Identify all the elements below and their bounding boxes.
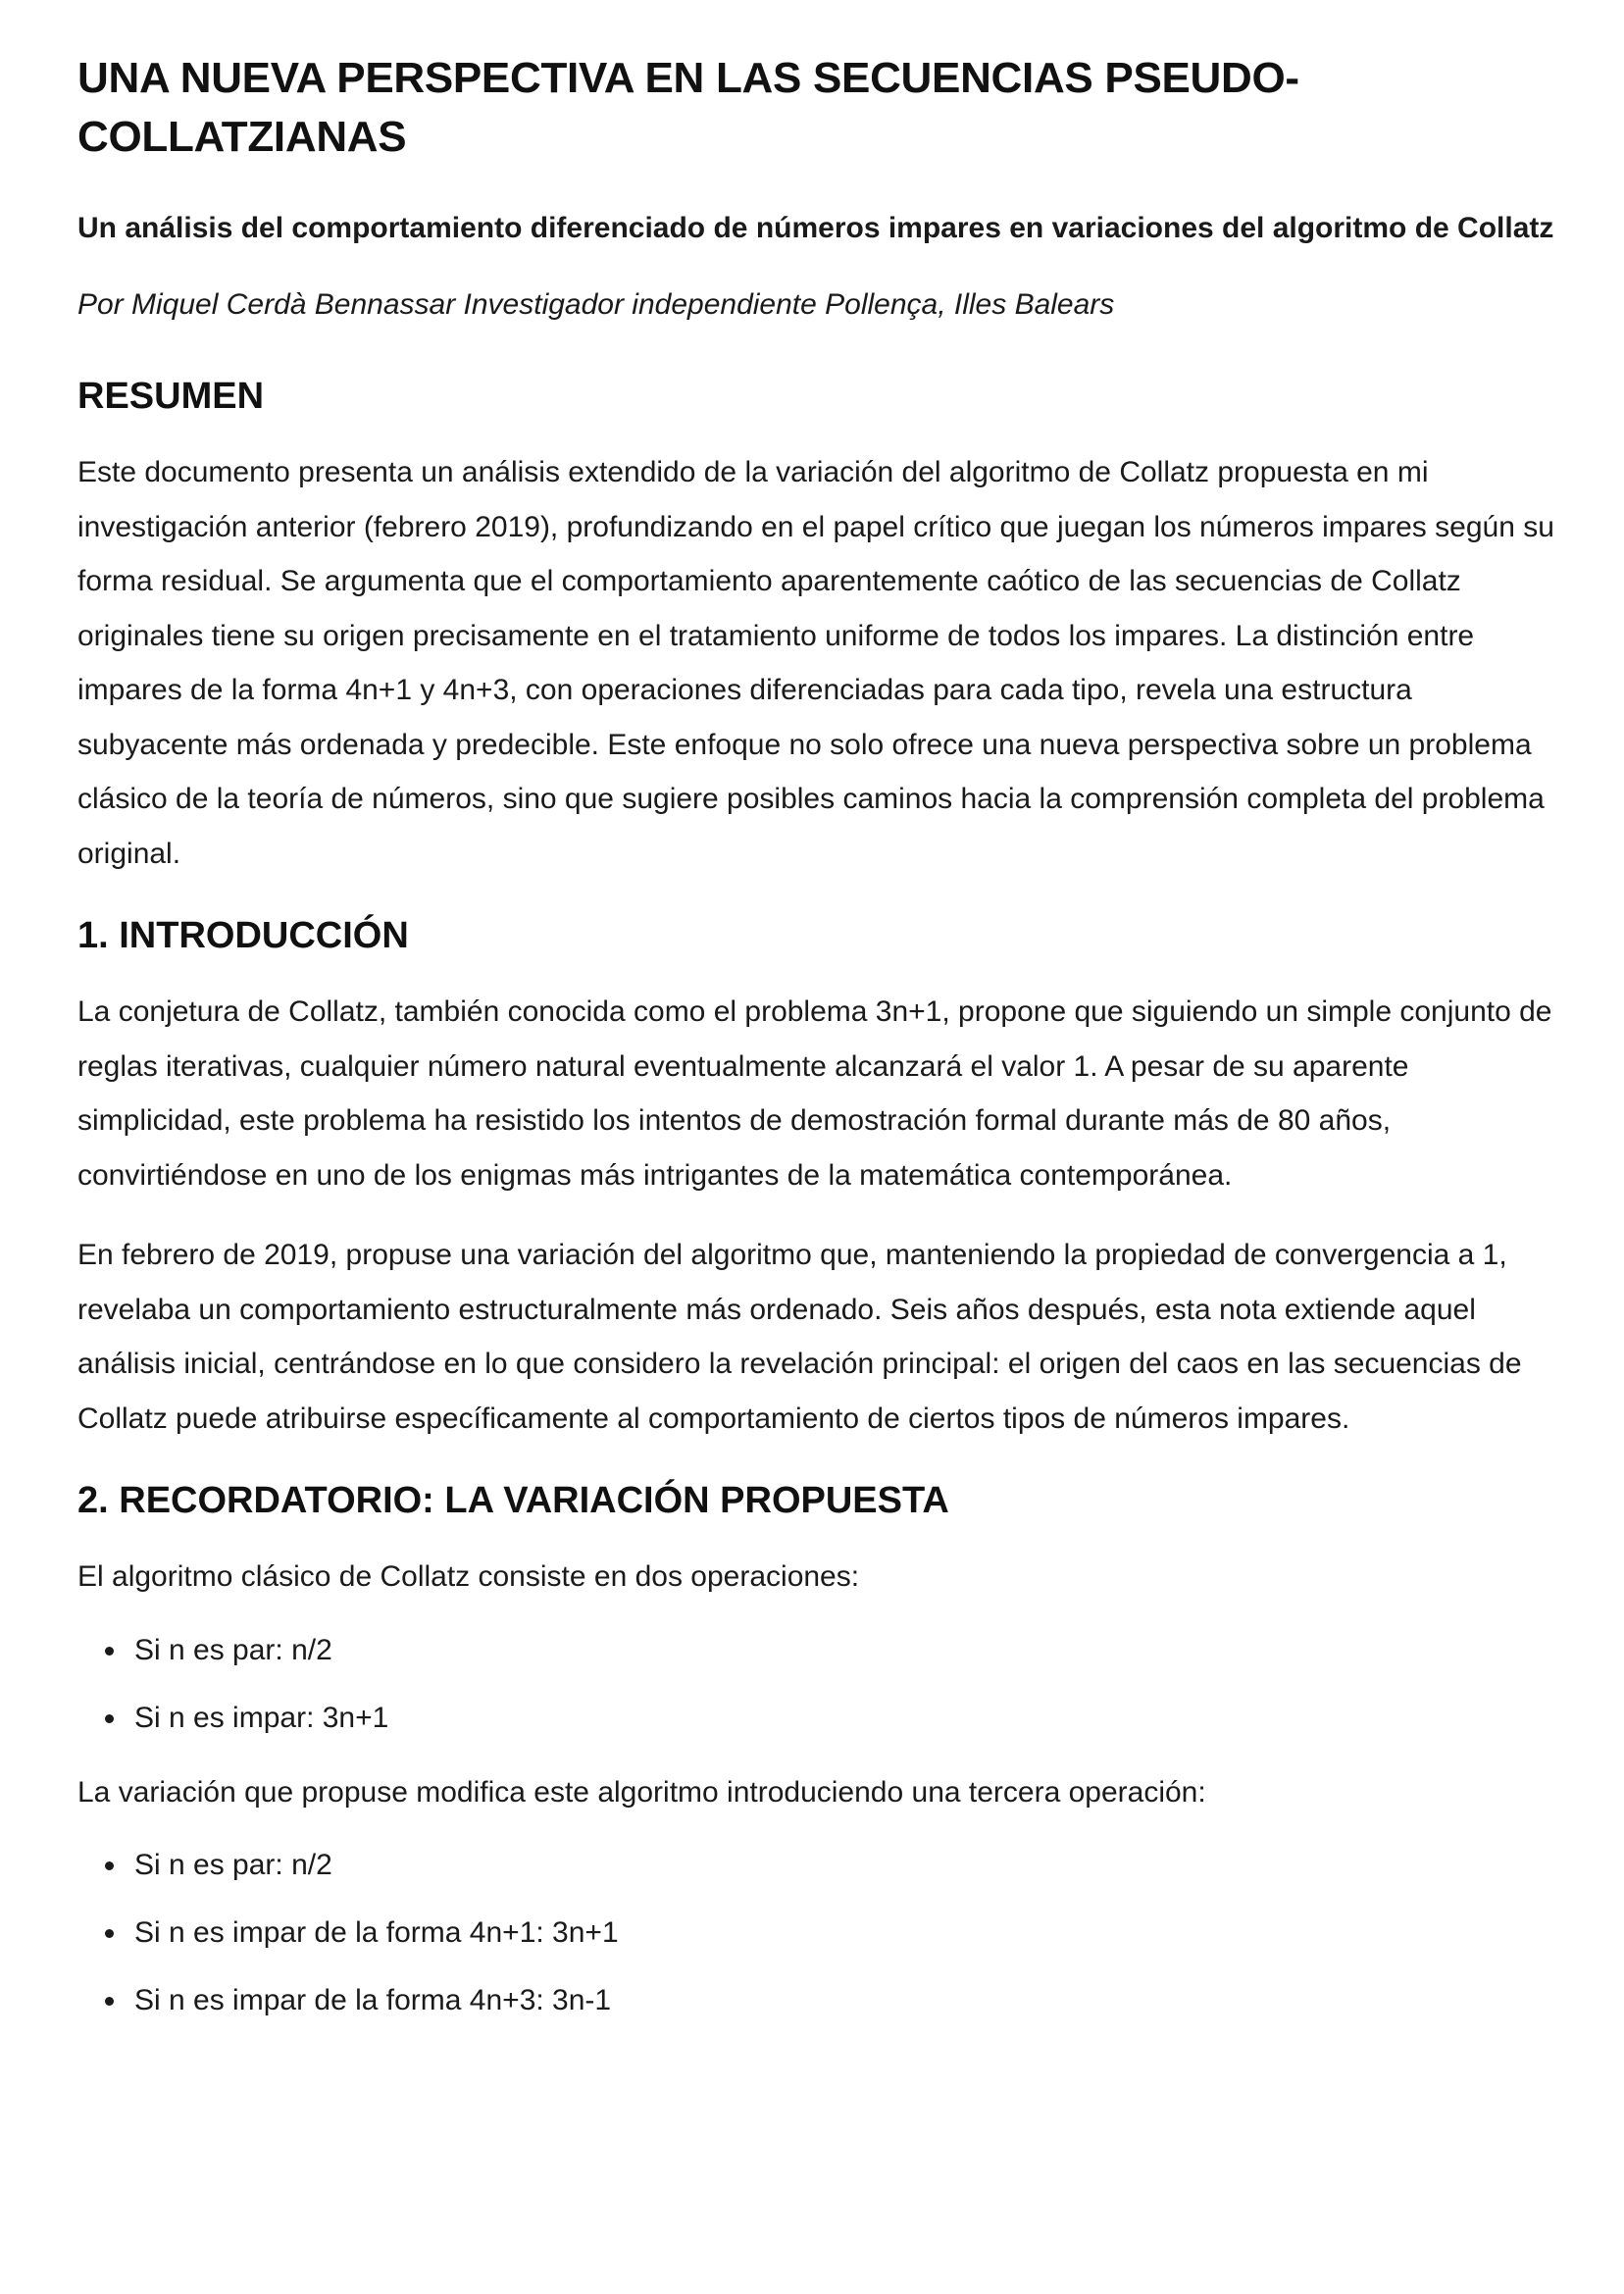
variant-rules-list (77, 1845, 1558, 2021)
list-item: Si n es impar de la forma 4n+1: 3n+1 (105, 1912, 1558, 1954)
section-2-heading: 2. RECORDATORIO: LA VARIACIÓN PROPUESTA (77, 1480, 949, 1521)
list-item: Si n es par: n/2 (105, 1630, 1558, 1671)
introduction-paragraph-1: La conjetura de Collatz, también conocida como el problema 3n+1, propone que siguiendo un simple conjunto de reglas iterativas, cualquier número natural eventualmente alcanzará el valor 1. A pesar de su aparente simplicidad, este problema ha resistido los intentos de demostración formal durante más de 80 años, convirtiéndose en uno de los enigmas más intrigantes de la matemática contemporánea. (77, 995, 1552, 1192)
abstract-heading: RESUMEN (77, 376, 265, 417)
author-byline: Por Miquel Cerdà Bennassar Investigador independiente Pollença, Illes Balears (77, 288, 1115, 321)
document-page (77, 49, 1558, 2048)
list-item: Si n es impar: 3n+1 (105, 1698, 1558, 1739)
section-2-paragraph-1: El algoritmo clásico de Collatz consiste en dos operaciones: (77, 1560, 860, 1593)
introduction-heading: 1. INTRODUCCIÓN (77, 915, 409, 956)
list-item: Si n es par: n/2 (105, 1845, 1558, 1886)
abstract-paragraph: Este documento presenta un análisis extendido de la variación del algoritmo de Collatz propuesta en mi investigación anterior (febrero 2019), profundizando en el papel crítico que juegan los números impares según su forma residual. Se argumenta que el comportamiento aparentemente caótico de las secuencias de Collatz originales tiene su origen precisamente en el tratamiento uniforme de todos los impares. La distinción entre impares de la forma 4n+1 y 4n+3, con operaciones diferenciadas para cada tipo, revela una estructura subyacente más ordenada y predecible. Este enfoque no solo ofrece una nueva perspectiva sobre un problema clásico de la teoría de números, sino que sugiere posibles caminos hacia la comprensión completa del problema original. (77, 456, 1554, 870)
list-item: Si n es impar de la forma 4n+3: 3n-1 (105, 1980, 1558, 2021)
document-title: UNA NUEVA PERSPECTIVA EN LAS SECUENCIAS PSEUDO-COLLATZIANAS (77, 54, 1299, 161)
classic-rules-list (77, 1630, 1558, 1739)
document-subtitle: Un análisis del comportamiento diferenciado de números impares en variaciones del algoritmo de Collatz (77, 212, 1554, 244)
introduction-paragraph-2: En febrero de 2019, propuse una variación del algoritmo que, manteniendo la propiedad de convergencia a 1, revelaba un comportamiento estructuralmente más ordenado. Seis años después, esta nota extiende aquel análisis inicial, centrándose en lo que considero la revelación principal: el origen del caos en las secuencias de Collatz puede atribuirse específicamente al comportamiento de ciertos tipos de números impares. (77, 1239, 1522, 1435)
section-2-paragraph-2: La variación que propuse modifica este algoritmo introduciendo una tercera operación: (77, 1775, 1206, 1809)
